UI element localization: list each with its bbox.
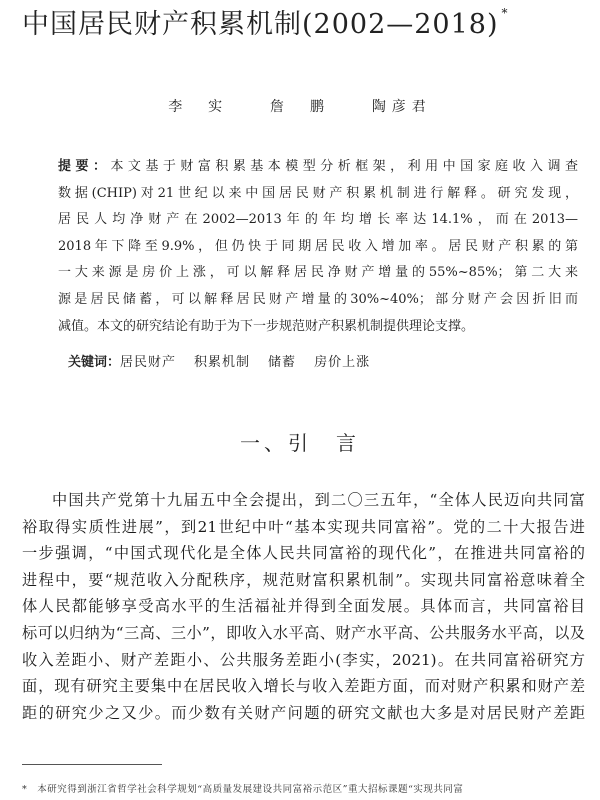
abstract-lead: 提要： [58, 159, 111, 174]
body-line: 面，现有研究主要集中在居民收入增长与收入差距方面，而对财产积累和财产差 [22, 677, 585, 696]
body-line: 裕取得实质性进展”，到21世纪中叶“基本实现共同富裕”。党的二十大报告进 [22, 517, 585, 536]
abstract-line: 居民人均净财产在2002—2013年的年均增长率达14.1%，而在2013— [58, 212, 578, 228]
footnote: * 本研究得到浙江省哲学社会科学规划“高质量发展建设共同富裕示范区”重大招标课题“实现共同富 [22, 784, 464, 795]
body-line: 距的研究少之又少。而少数有关财产问题的研究文献也大多是对居民财产差距 [22, 703, 585, 722]
abstract-line [58, 154, 578, 181]
abstract-line: 数据(CHIP)对21世纪以来中国居民财产积累机制进行解释。研究发现， [58, 185, 578, 201]
author-list [0, 96, 600, 116]
title-text: 中国居民财产积累机制(2002—2018) [22, 9, 499, 40]
abstract-line: 2018年下降至9.9%，但仍快于同期居民收入增加率。居民财产积累的第 [58, 238, 578, 254]
body-text [22, 487, 585, 726]
body-line: 一步强调，“中国式现代化是全体人民共同富裕的现代化”，在推进共同富裕的 [22, 544, 585, 563]
keyword: 房价上涨 [314, 355, 371, 370]
author-name: 陶彦君 [371, 99, 432, 115]
keyword: 居民财产 [120, 355, 177, 370]
author-name: 詹 鹏 [270, 99, 330, 115]
author-name: 李 实 [168, 99, 229, 115]
body-line: 进程中，要“规范收入分配秩序，规范财富积累机制”。实现共同富裕意味着全 [22, 570, 585, 589]
abstract-line: 一大来源是房价上涨，可以解释居民净财产增量的55%~85%；第二大来 [58, 265, 578, 281]
keywords [68, 351, 578, 370]
title-footnote-mark: * [501, 6, 509, 20]
body-line: 标可以归纳为“三高、三小”，即收入水平高、财产水平高、公共服务水平高，以及 [22, 623, 585, 642]
body-line: 收入差距小、财产差距小、公共服务差距小(李实，2021)。在共同富裕研究方 [22, 650, 585, 669]
abstract-text: 本文基于财富积累基本模型分析框架，利用中国家庭收入调查 [110, 159, 578, 174]
paper-title [22, 2, 592, 41]
keywords-lead: 关键词： [68, 355, 121, 370]
keyword: 储蓄 [268, 355, 297, 370]
keyword: 积累机制 [194, 355, 251, 370]
abstract [58, 154, 578, 340]
body-line: 中国共产党第十九届五中全会提出，到二〇三五年，“全体人民迈向共同富 [52, 491, 585, 509]
abstract-line: 源是居民储蓄，可以解释居民财产增量的30%~40%；部分财产会因折旧而 [58, 291, 578, 307]
footnote-divider [22, 764, 162, 765]
abstract-line: 减值。本文的研究结论有助于为下一步规范财产积累机制提供理论支撑。 [58, 318, 475, 334]
section-heading: 一、引 言 [240, 431, 360, 455]
body-line: 体人民都能够享受高水平的生活福祉并得到全面发展。具体而言，共同富裕目 [22, 597, 585, 616]
